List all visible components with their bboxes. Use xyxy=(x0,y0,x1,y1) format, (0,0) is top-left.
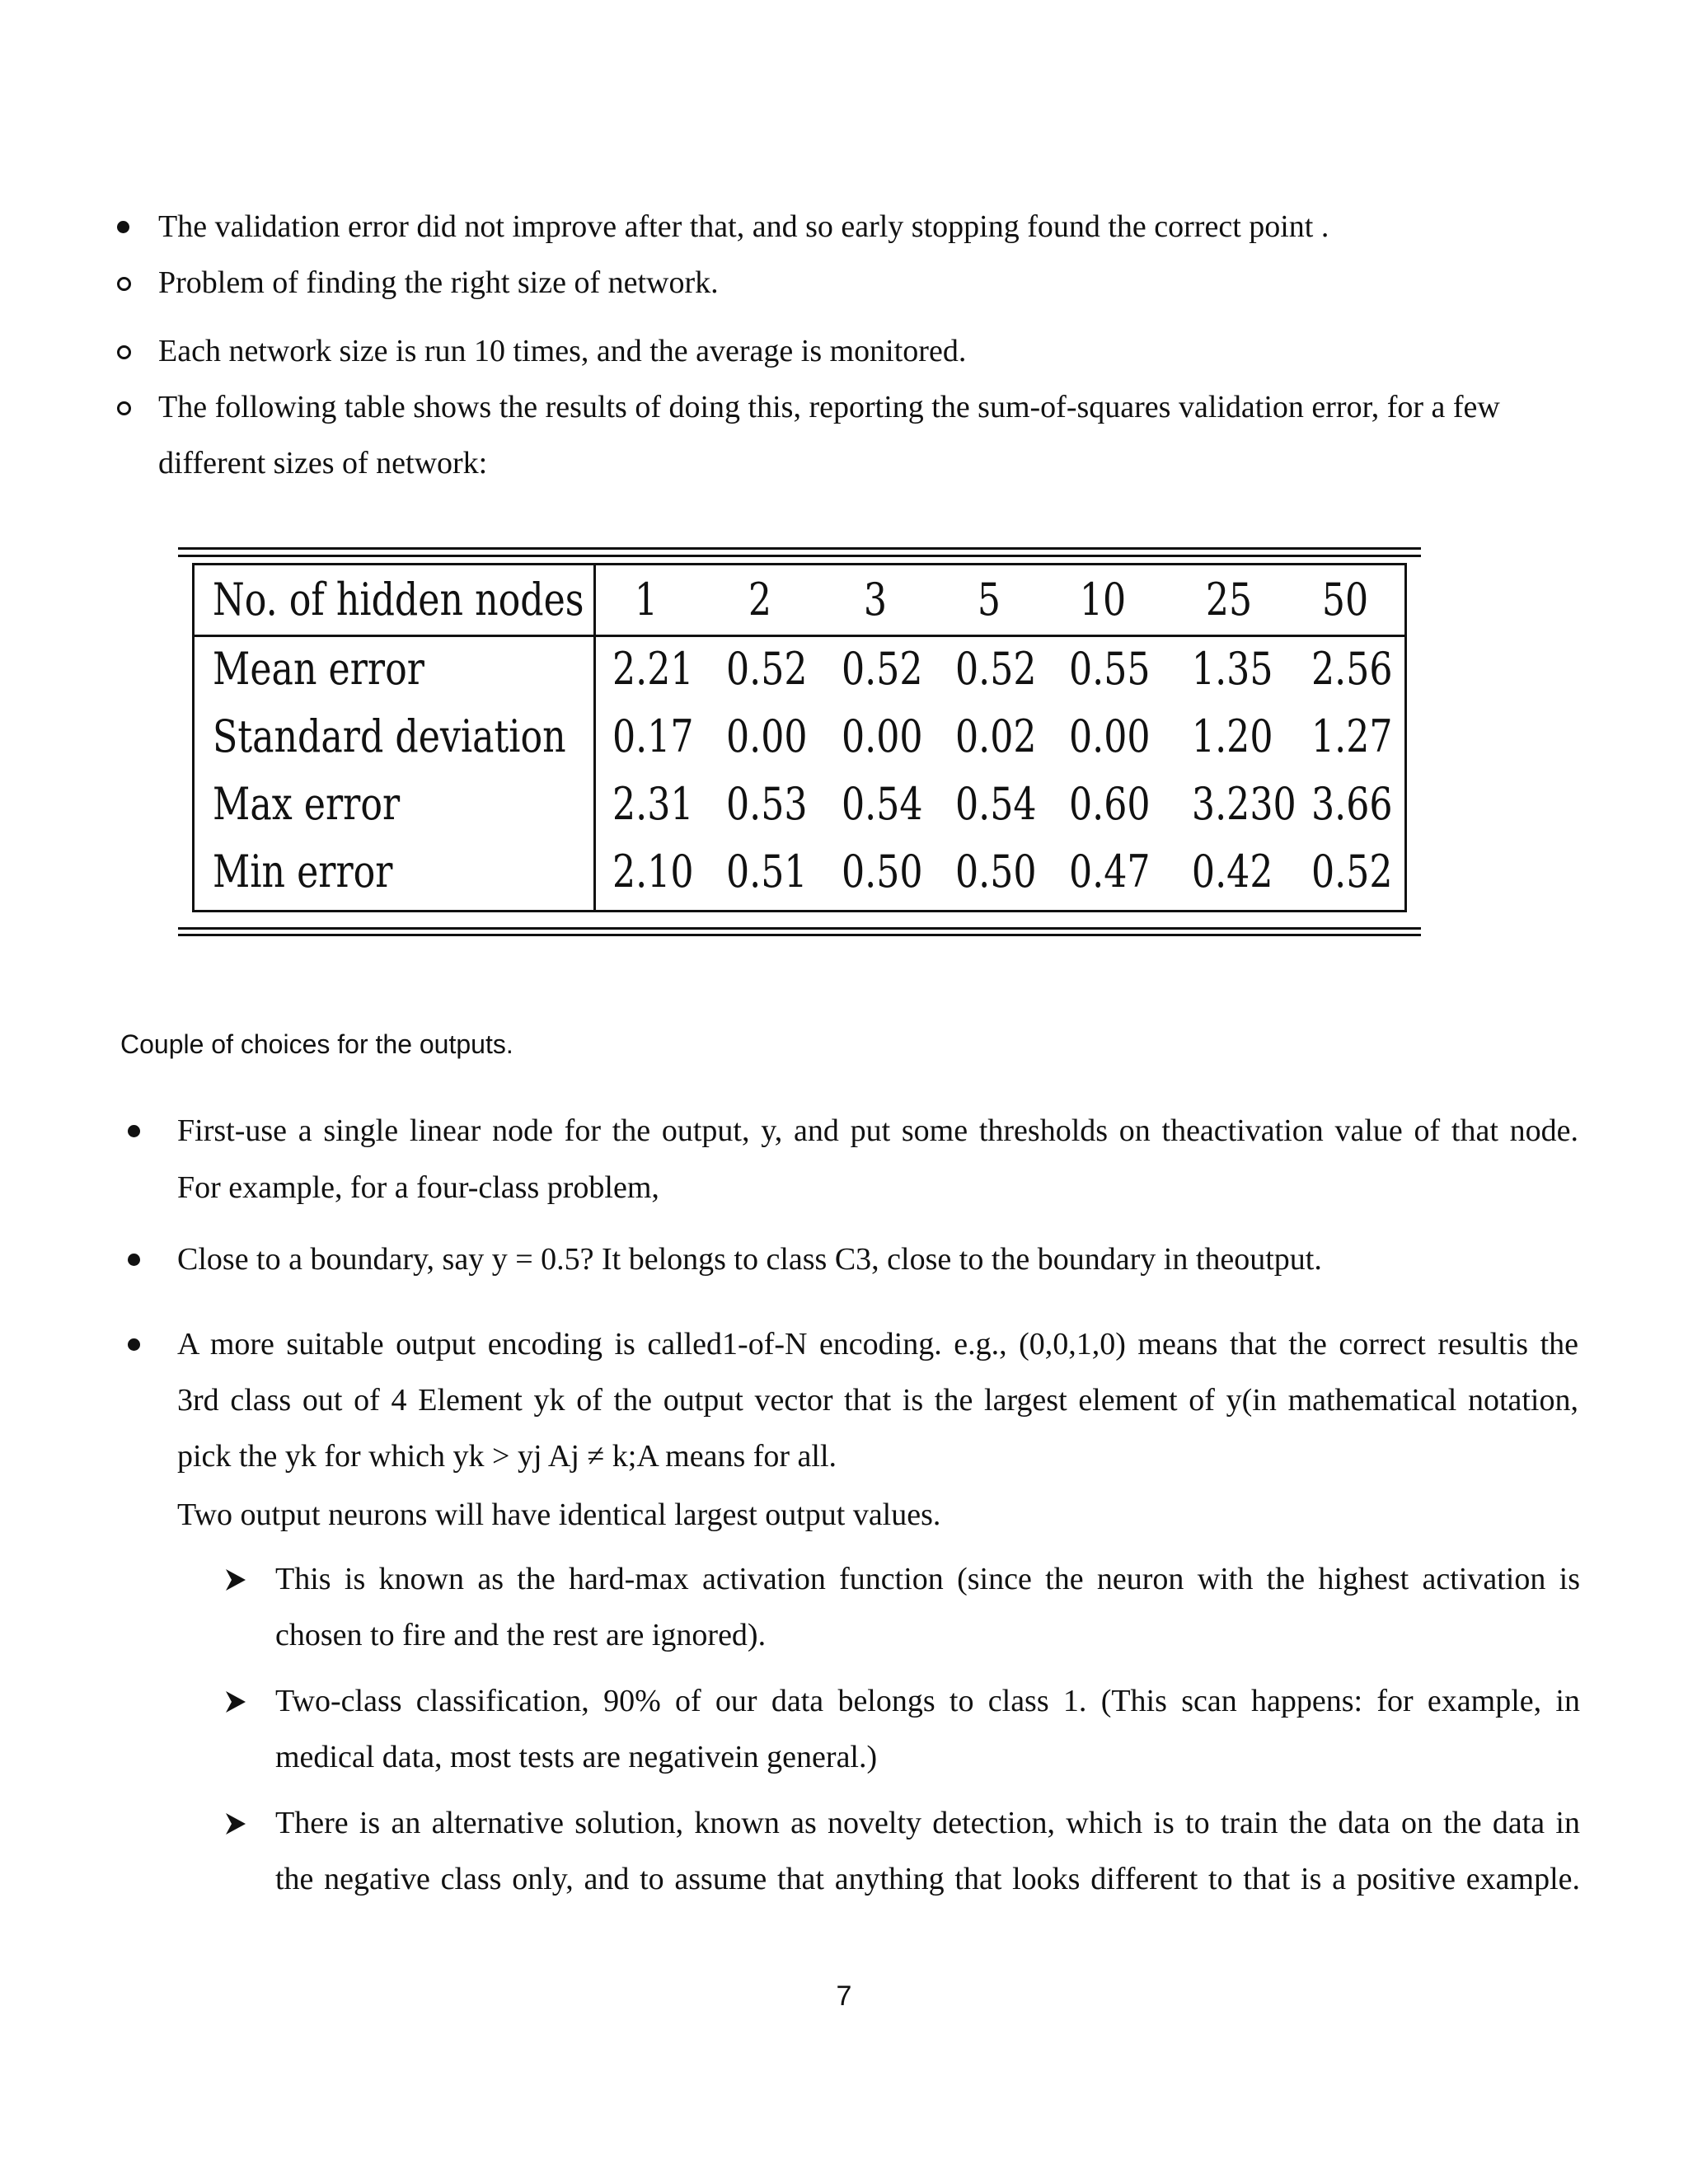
table-column-separator xyxy=(593,565,596,910)
page-number: 7 xyxy=(836,1980,852,2012)
table-cell: 0.00 xyxy=(1069,710,1151,762)
bullet-dot-icon xyxy=(128,1338,140,1351)
table-cell: 0.54 xyxy=(842,778,923,830)
bullet-text: Two-class classification, 90% of our data belongs to class 1. (This scan happens: for example, in xyxy=(275,1684,1580,1718)
table-cell: 2.56 xyxy=(1311,643,1393,695)
table-cell: 2.10 xyxy=(612,846,694,898)
bullet-text: The following table shows the results of doing this, reporting the sum-of-squares validation error, for a few xyxy=(158,390,1500,424)
table-top-rule xyxy=(178,547,1421,550)
bullet-text: the negative class only, and to assume that anything that looks different to that is a positive example. xyxy=(275,1862,1580,1896)
bullet-text: Problem of finding the right size of network. xyxy=(158,265,719,300)
table-cell: 2.21 xyxy=(612,643,694,695)
table-cell: 0.55 xyxy=(1069,643,1151,695)
bullet-text: This is known as the hard-max activation function (since the neuron with the highest activation is xyxy=(275,1562,1580,1596)
table-row-label: Max error xyxy=(213,778,401,830)
table-bottom-rule xyxy=(178,927,1421,930)
table-body xyxy=(192,563,1407,912)
table-cell: 0.51 xyxy=(726,846,808,898)
arrow-bullet-icon xyxy=(224,1811,247,1836)
table-cell: 0.50 xyxy=(842,846,923,898)
table-bottom-rule xyxy=(178,934,1421,936)
table-cell: 0.02 xyxy=(955,710,1037,762)
bullet-text: A more suitable output encoding is called1-of-N encoding. e.g., (0,0,1,0) means that the correct resultis the xyxy=(177,1327,1578,1361)
table-header-cell: 3 xyxy=(863,574,888,626)
table-cell: 3.66 xyxy=(1311,778,1393,830)
table-cell: 0.53 xyxy=(726,778,808,830)
bullet-dot-icon xyxy=(128,1125,140,1137)
arrow-bullet-icon xyxy=(224,1690,247,1714)
table-header-cell: 25 xyxy=(1205,574,1253,626)
bullet-ring-icon xyxy=(117,401,131,415)
table-cell: 1.35 xyxy=(1191,643,1273,695)
bullet-ring-icon xyxy=(117,345,131,359)
table-header-label: No. of hidden nodes xyxy=(213,574,584,626)
bullet-text: pick the yk for which yk > yj Aj ≠ k;A means for all. xyxy=(177,1439,837,1474)
table-header-cell: 50 xyxy=(1321,574,1369,626)
table-cell: 3.230 xyxy=(1191,778,1296,830)
arrow-bullet-icon xyxy=(224,1568,247,1592)
bullet-text: First-use a single linear node for the output, y, and put some thresholds on theactivation value of that node. xyxy=(177,1113,1578,1148)
table-header-cell: 10 xyxy=(1079,574,1127,626)
bullet-text: medical data, most tests are negativein general.) xyxy=(275,1740,878,1774)
section-heading: Couple of choices for the outputs. xyxy=(120,1029,513,1059)
table-row-label: Min error xyxy=(213,846,393,898)
bullet-text: different sizes of network: xyxy=(158,446,488,480)
bullet-text: Close to a boundary, say y = 0.5? It belongs to class C3, close to the boundary in theoutput. xyxy=(177,1242,1322,1277)
bullet-text: For example, for a four-class problem, xyxy=(177,1170,659,1205)
table-cell: 0.52 xyxy=(955,643,1037,695)
table-cell: 0.52 xyxy=(842,643,923,695)
table-cell: 0.00 xyxy=(726,710,808,762)
bullet-text: The validation error did not improve after that, and so early stopping found the correct point . xyxy=(158,209,1329,244)
table-header-cell: 5 xyxy=(977,574,1001,626)
table-header-cell: 1 xyxy=(634,574,659,626)
bullet-text: Each network size is run 10 times, and the average is monitored. xyxy=(158,334,967,368)
table-row-label: Mean error xyxy=(213,643,424,695)
bullet-dot-icon xyxy=(117,221,129,233)
paragraph-text: Two output neurons will have identical largest output values. xyxy=(177,1497,941,1532)
table-cell: 1.20 xyxy=(1191,710,1273,762)
table-row-label: Standard deviation xyxy=(213,710,566,762)
table-cell: 1.27 xyxy=(1311,710,1393,762)
table-cell: 0.50 xyxy=(955,846,1037,898)
table-cell: 2.31 xyxy=(612,778,694,830)
bullet-ring-icon xyxy=(117,277,131,291)
table-cell: 0.52 xyxy=(1311,846,1393,898)
table-cell: 0.42 xyxy=(1191,846,1273,898)
table-cell: 0.17 xyxy=(612,710,694,762)
table-cell: 0.54 xyxy=(955,778,1037,830)
table-cell: 0.47 xyxy=(1069,846,1151,898)
bullet-text: There is an alternative solution, known as novelty detection, which is to train the data on the data in xyxy=(275,1806,1580,1840)
bullet-dot-icon xyxy=(128,1254,140,1266)
table-top-rule xyxy=(178,555,1421,557)
table-cell: 0.60 xyxy=(1069,778,1151,830)
table-header-cell: 2 xyxy=(748,574,772,626)
bullet-text: chosen to fire and the rest are ignored). xyxy=(275,1618,767,1652)
bullet-text: 3rd class out of 4 Element yk of the output vector that is the largest element of y(in mathematical notation, xyxy=(177,1383,1578,1418)
table-cell: 0.00 xyxy=(842,710,923,762)
table-cell: 0.52 xyxy=(726,643,808,695)
